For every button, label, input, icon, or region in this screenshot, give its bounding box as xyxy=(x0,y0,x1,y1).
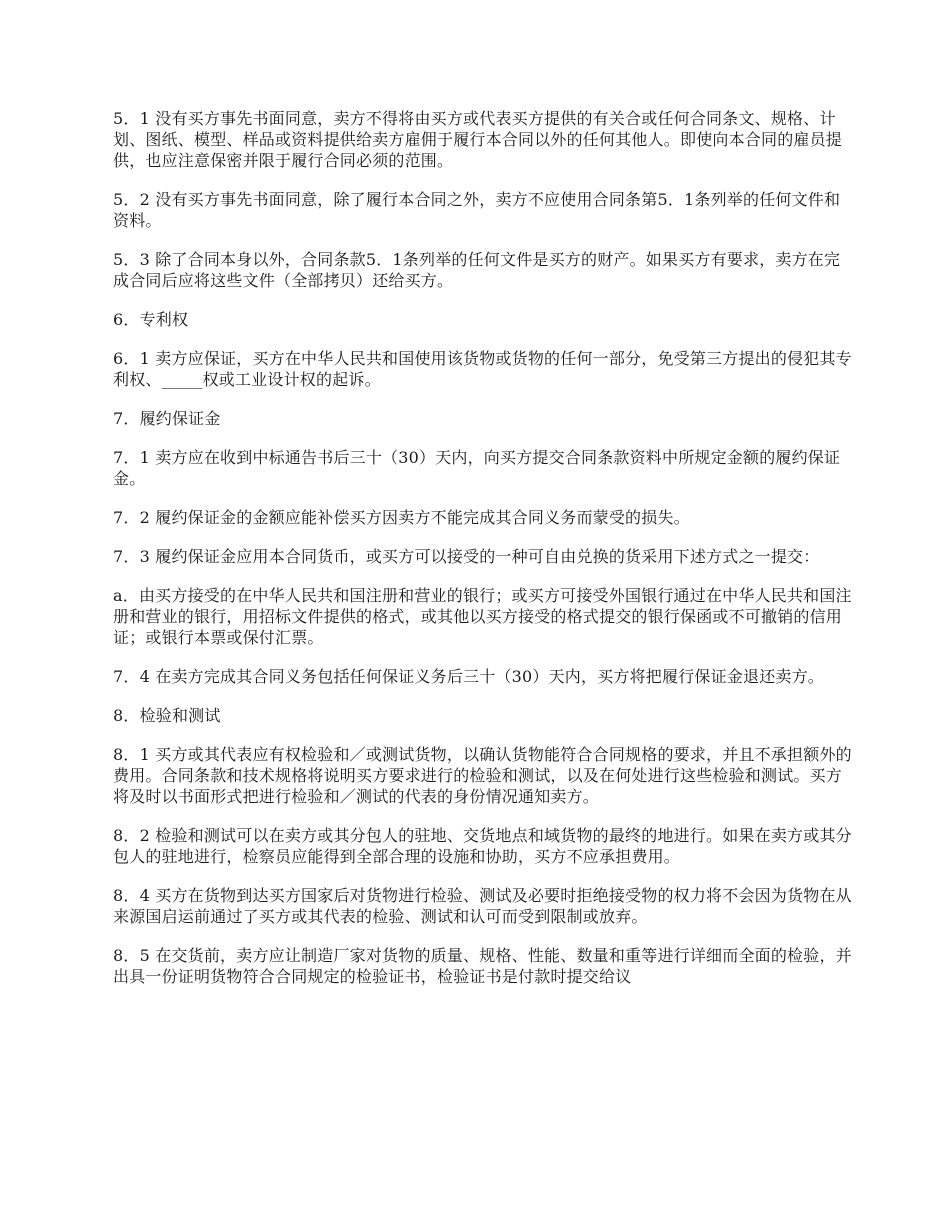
paragraph-7-3-a: a．由买方接受的在中华人民共和国注册和营业的银行；或买方可接受外国银行通过在中华人民共和国注册和营业的银行，用招标文件提供的格式，或其他以买方接受的格式提交的银行保函或不可撤销的信用证；或银行本票或保付汇票。 xyxy=(113,586,852,647)
paragraph-8-1: 8．1 买方或其代表应有权检验和／或测试货物，以确认货物能符合合同规格的要求，并且不承担额外的费用。合同条款和技术规格将说明买方要求进行的检验和测试，以及在何处进行这些检验和测试。买方将及时以书面形式把进行检验和／测试的代表的身份情况通知卖方。 xyxy=(113,745,852,806)
paragraph-5-1: 5．1 没有买方事先书面同意，卖方不得将由买方或代表买方提供的有关合或任何合同条文、规格、计划、图纸、模型、样品或资料提供给卖方雇佣于履行本合同以外的任何其他人。即使向本合同的雇员提供，也应注意保密并限于履行合同必须的范围。 xyxy=(113,109,843,170)
paragraph-7-2: 7．2 履约保证金的金额应能补偿买方因卖方不能完成其合同义务而蒙受的损失。 xyxy=(113,508,690,527)
section-heading-8: 8．检验和测试 xyxy=(113,706,221,725)
paragraph-8-4: 8．4 买方在货物到达买方国家后对货物进行检验、测试及必要时拒绝接受物的权力将不会因为货物在从来源国启运前通过了买方或其代表的检验、测试和认可而受到限制或放弃。 xyxy=(113,886,852,926)
section-heading-7: 7．履约保证金 xyxy=(113,409,221,428)
paragraph-7-1: 7．1 卖方应在收到中标通告书后三十（30）天内，向买方提交合同条款资料中所规定金额的履约保证金。 xyxy=(113,448,841,488)
paragraph-5-2: 5．2 没有买方事先书面同意，除了履行本合同之外，卖方不应使用合同条第5．1条列举的任何文件和资料。 xyxy=(113,190,841,230)
paragraph-7-4: 7．4 在卖方完成其合同义务包括任何保证义务后三十（30）天内，买方将把履行保证金退还卖方。 xyxy=(113,667,825,686)
paragraph-6-1: 6．1 卖方应保证，买方在中华人民共和国使用该货物或货物的任何一部分，免受第三方提出的侵犯其专利权、_____权或工业设计权的起诉。 xyxy=(113,349,852,389)
section-heading-6: 6．专利权 xyxy=(113,310,189,329)
paragraph-8-2: 8．2 检验和测试可以在卖方或其分包人的驻地、交货地点和域货物的最终的地进行。如果在卖方或其分包人的驻地进行，检察员应能得到全部合理的设施和协助，买方不应承担费用。 xyxy=(113,826,852,866)
paragraph-5-3: 5．3 除了合同本身以外，合同条款5．1条列举的任何文件是买方的财产。如果买方有要求，卖方在完成合同后应将这些文件（全部拷贝）还给买方。 xyxy=(113,250,841,290)
paragraph-8-5: 8．5 在交货前，卖方应让制造厂家对货物的质量、规格、性能、数量和重等进行详细而全面的检验，并出具一份证明货物符合合同规定的检验证书，检验证书是付款时提交给议 xyxy=(113,946,852,986)
document-body xyxy=(113,108,853,1005)
paragraph-7-3: 7．3 履约保证金应用本合同货币，或买方可以接受的一种可自由兑换的货采用下述方式之一提交： xyxy=(113,547,820,566)
